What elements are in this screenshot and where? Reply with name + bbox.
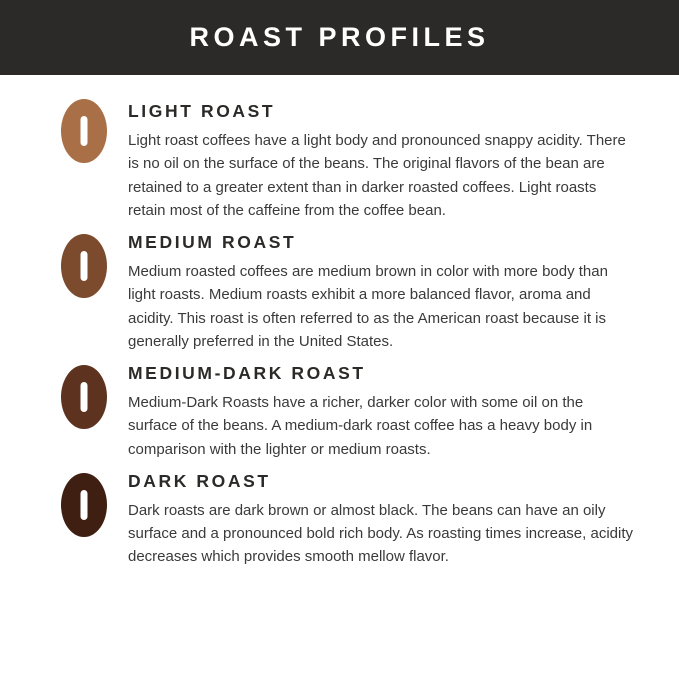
bean-icon-wrap	[40, 232, 128, 298]
list-item	[40, 232, 639, 353]
coffee-bean-icon	[61, 234, 107, 298]
page-header	[0, 0, 679, 75]
bean-icon-wrap	[40, 471, 128, 537]
coffee-bean-icon	[61, 365, 107, 429]
roast-title: DARK ROAST	[128, 470, 271, 491]
roast-description: Dark roasts are dark brown or almost black. The beans can have an oily surface and a pronounced bold rich body. As roasting times increase, acidity decreases which provides smooth mellow flavor.	[128, 501, 634, 566]
roast-text-block	[128, 97, 639, 222]
bean-crease-icon	[81, 116, 88, 146]
bean-icon-wrap	[40, 363, 128, 429]
bean-icon-wrap	[40, 97, 128, 163]
roast-description: Medium-Dark Roasts have a richer, darker color with some oil on the surface of the beans. A medium-dark roast coffee has a heavy body in comparison with the lighter or medium roasts.	[128, 394, 593, 458]
list-item	[40, 471, 639, 569]
coffee-bean-icon	[61, 473, 107, 537]
roast-title: MEDIUM ROAST	[128, 232, 297, 252]
bean-crease-icon	[81, 490, 88, 520]
bean-crease-icon	[81, 251, 88, 281]
roast-title: LIGHT ROAST	[128, 101, 276, 121]
roast-text-block	[128, 363, 639, 461]
bean-crease-icon	[81, 382, 88, 412]
coffee-bean-icon	[61, 99, 107, 163]
roast-title: MEDIUM-DARK ROAST	[128, 363, 366, 383]
list-item	[40, 363, 639, 461]
roast-list	[0, 75, 679, 569]
list-item	[40, 97, 639, 222]
roast-text-block	[128, 232, 639, 353]
roast-description: Medium roasted coffees are medium brown in color with more body than light roasts. Medium roasts exhibit a more balanced flavor, aroma and acidity. This roast is often referred to as the American roast because it is generally preferred in the United States.	[128, 263, 608, 350]
roast-description: Light roast coffees have a light body and pronounced snappy acidity. There is no oil on the surface of the beans. The original flavors of the bean are retained to a greater extent than in darker roasted coffees. Light roasts retain most of the caffeine from the coffee bean.	[128, 132, 626, 219]
roast-text-block	[128, 471, 639, 569]
page-title: ROAST PROFILES	[189, 22, 490, 52]
